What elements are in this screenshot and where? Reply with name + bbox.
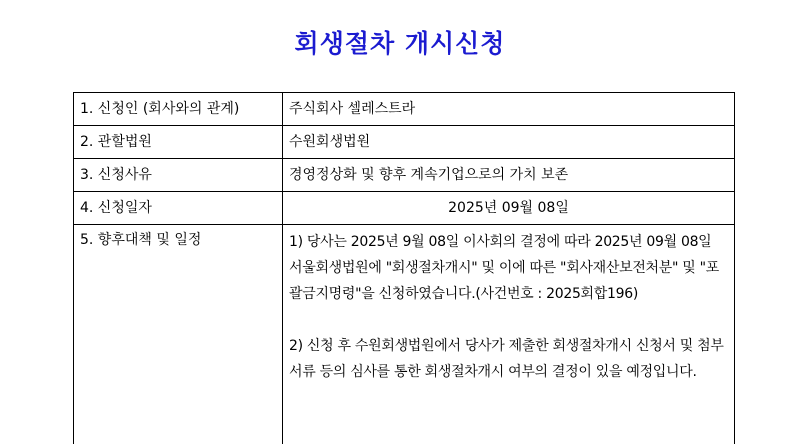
row-value-reason: 경영정상화 및 향후 계속기업으로의 가치 보존 [283,159,735,192]
row-label-date: 4. 신청일자 [74,192,283,225]
row-value-plan [283,225,735,444]
plan-item-1: 1) 당사는 2025년 9월 08일 이사회의 결정에 따라 2025년 09월 08일 서울회생법원에 "회생절차개시" 및 이에 따른 "회사재산보전처분" 및 "포괄금지명령"을 신청하였습니다.(사건번호 : 2025회합196) [289,234,720,302]
row-label-plan: 5. 향후대책 및 일정 [74,225,283,444]
row-value-court: 수원회생법원 [283,126,735,159]
table-row [74,225,735,444]
plan-spacer [289,307,728,333]
disclosure-table [73,92,735,444]
row-value-applicant: 주식회사 셀레스트라 [283,93,735,126]
table-row [74,93,735,126]
table-row [74,159,735,192]
row-label-court: 2. 관할법원 [74,126,283,159]
document-title: 회생절차 개시신청 [294,29,506,58]
row-value-date: 2025년 09월 08일 [283,192,735,225]
row-label-reason: 3. 신청사유 [74,159,283,192]
row-label-applicant: 1. 신청인 (회사와의 관계) [74,93,283,126]
table-row [74,192,735,225]
plan-item-2: 2) 신청 후 수원회생법원에서 당사가 제출한 회생절차개시 신청서 및 첨부서류 등의 심사를 통한 회생절차개시 여부의 결정이 있을 예정입니다. [289,338,724,380]
table-row [74,126,735,159]
